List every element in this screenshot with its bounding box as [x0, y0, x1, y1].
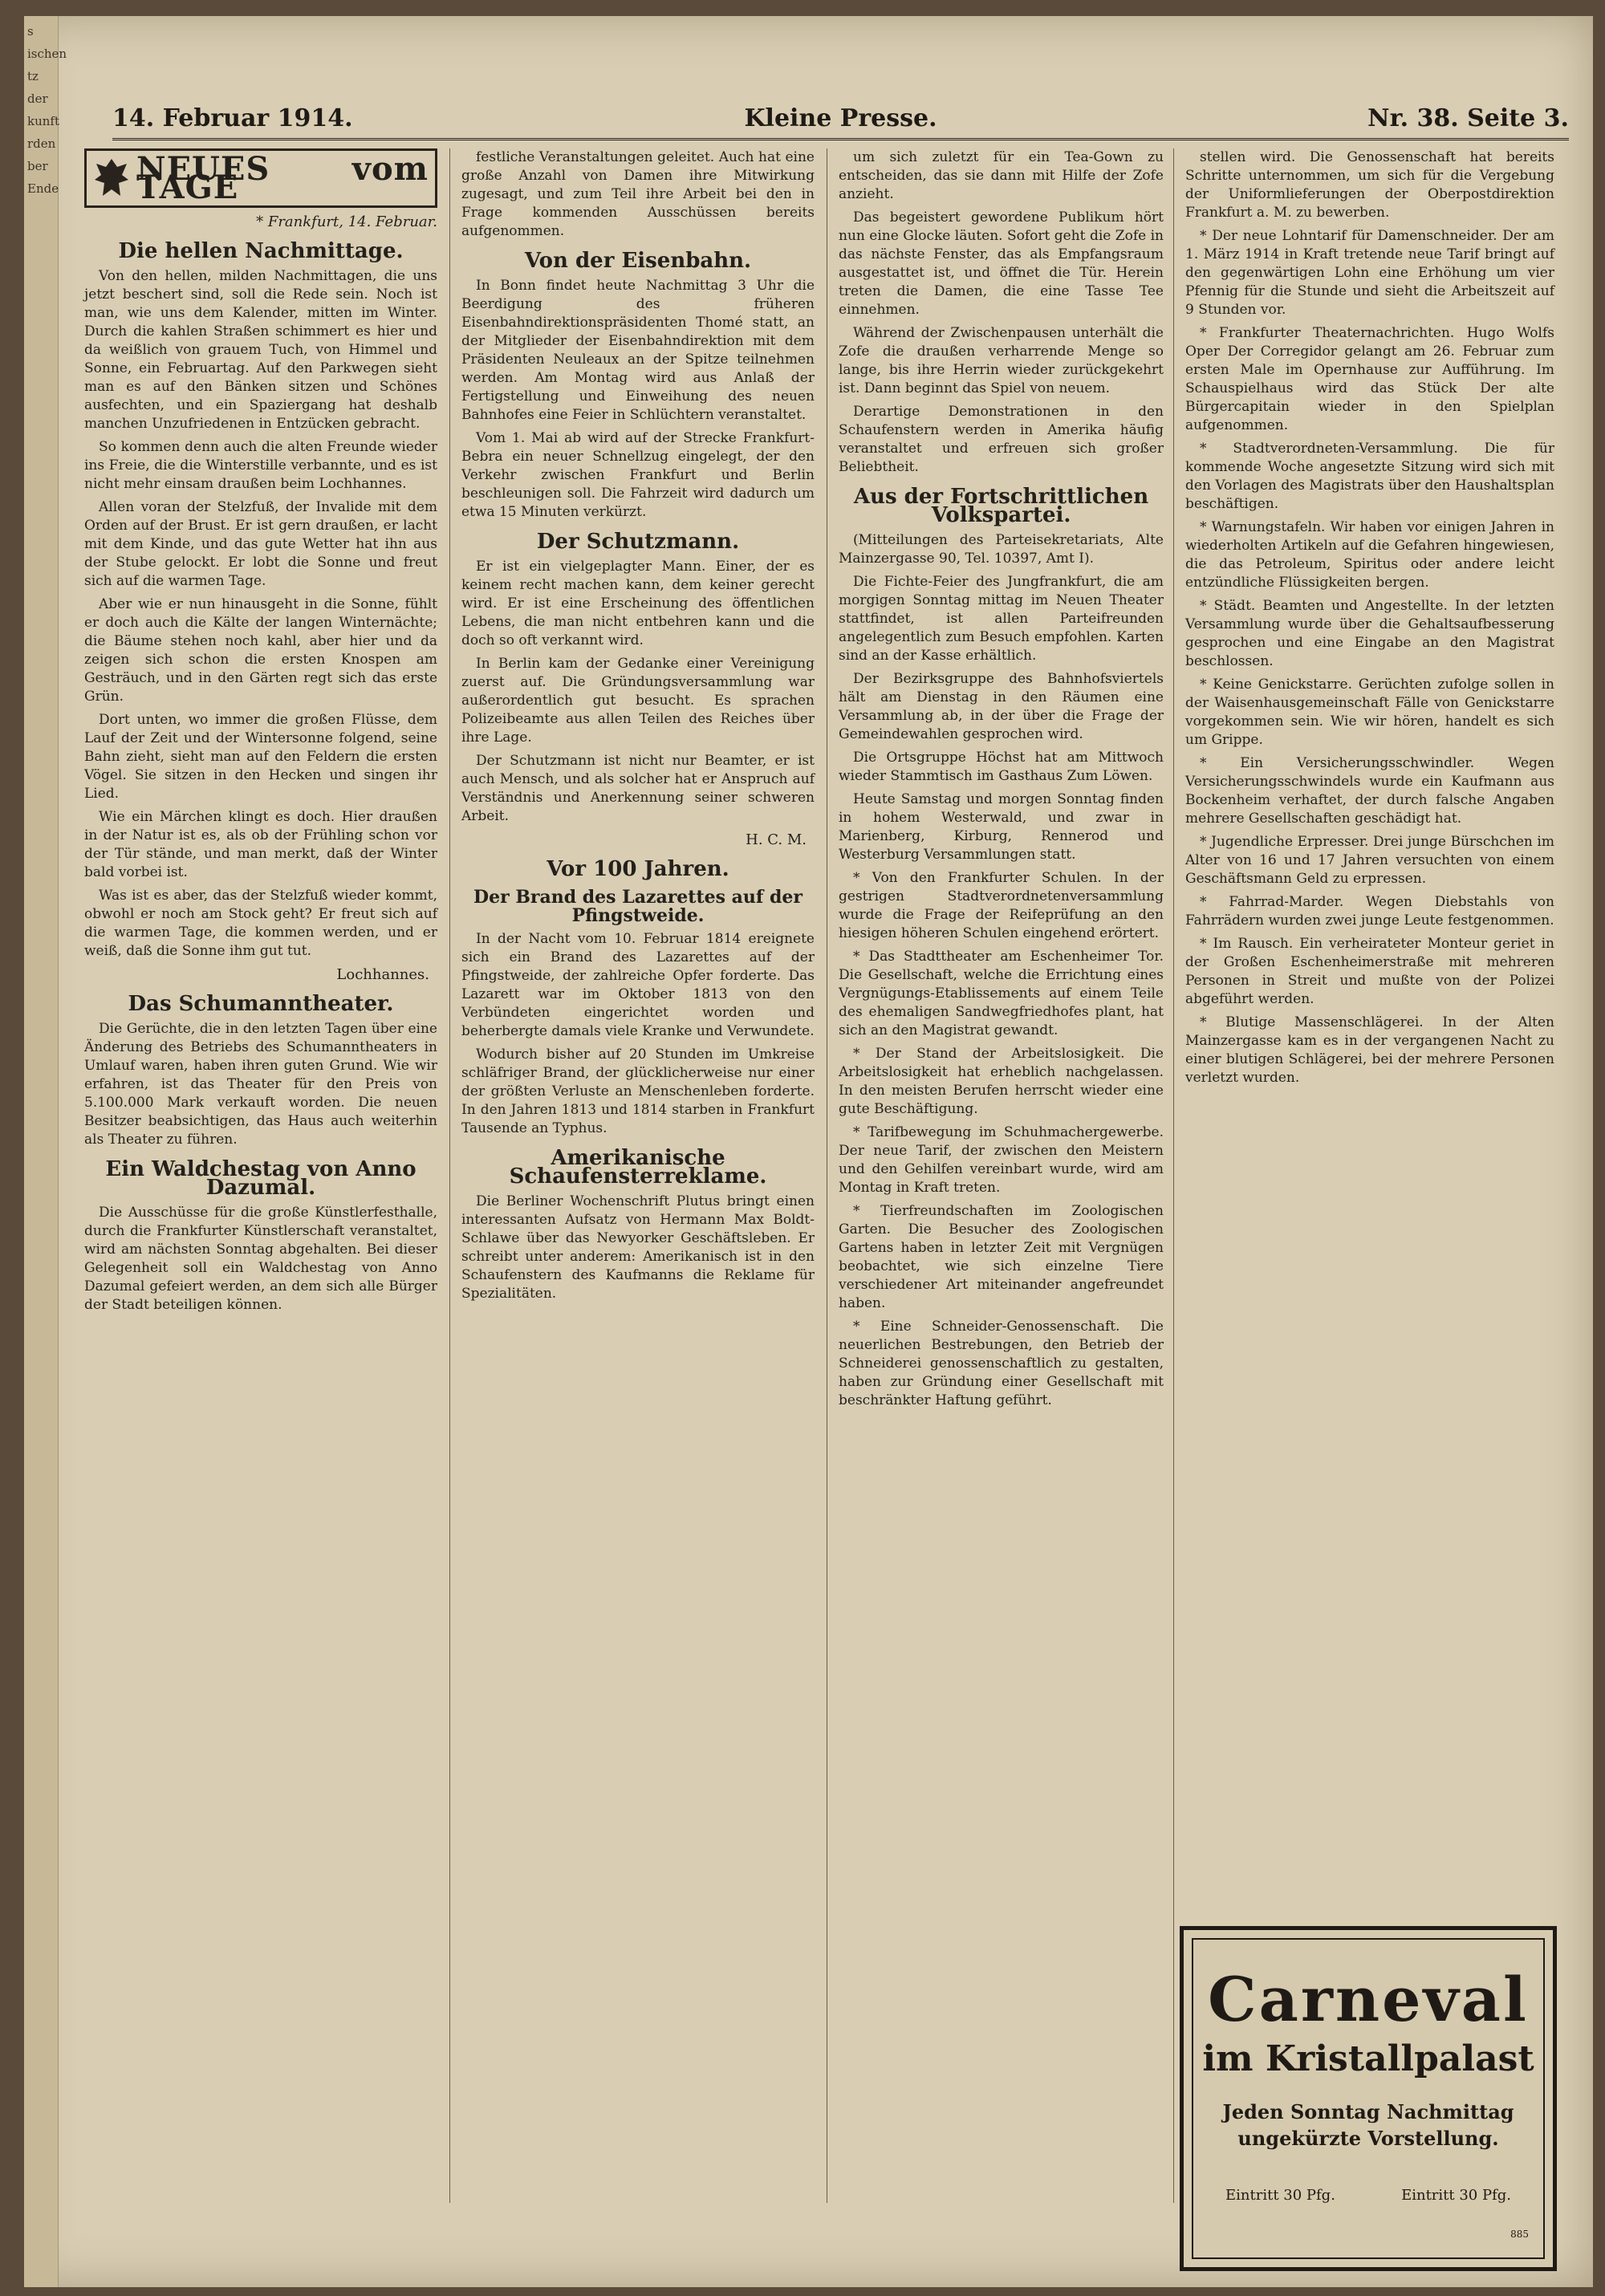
paragraph: * Tierfreundschaften im Zoologischen Garten. Die Besucher des Zoologischen Gartens haben in letzter Zeit mit Vergnügen beobachtet, wie sich einzelne Tiere verschiedener Art miteinander angefreundet haben.	[839, 1203, 1164, 1311]
gutter-word: kunft	[27, 114, 59, 128]
header-rule	[112, 138, 1569, 140]
column-2	[461, 148, 815, 2203]
gutter-word: ischen	[27, 47, 67, 61]
paragraph: Er ist ein vielgeplagter Mann. Einer, der es keinem recht machen kann, dem keiner gerecht wird. Er ist eine Erscheinung des öffentlichen Lebens, die man nicht entbehren kann und die doch so oft verkannt wird.	[461, 559, 815, 648]
article-heading: Aus der Fortschrittlichen Volkspartei.	[853, 485, 1149, 527]
paragraph: Heute Samstag und morgen Sonntag finden in hohem Westerwald, und zwar in Marienberg, Kirburg, Rennerod und Westerburg Versammlungen statt.	[839, 791, 1164, 863]
adjacent-page-edge	[24, 16, 67, 2287]
dateline: * Frankfurt, 14. Februar.	[256, 213, 437, 230]
paragraph: In der Nacht vom 10. Februar 1814 ereignete sich ein Brand des Lazarettes auf der Pfingstweide, der zahlreiche Opfer forderte. Das Lazarett war im Oktober 1813 von den Verbündeten eingerichtet worden und beherbergte damals viele Kranke und Verwundete.	[461, 931, 815, 1039]
eagle-crest-icon	[93, 156, 130, 201]
paragraph: Von den hellen, milden Nachmittagen, die uns jetzt beschert sind, soll die Rede sein. Noch ist man, wie uns dem Kalender, mitten im Winter. Durch die kahlen Straßen schimmert es hier und da weißlich von grauem Tuch, von Himmel und Sonne, ein Februartag. Auf den Parkwegen sieht man es auf den Bänken sitzen und Schönes ausfechten, und ein Spaziergang hat deshalb manchen Unzufriedenen in Entzücken gebracht.	[84, 268, 437, 432]
article-heading: Der Schutzmann.	[536, 530, 740, 554]
paragraph: Allen voran der Stelzfuß, der Invalide mit dem Orden auf der Brust. Er ist gern draußen, er lacht mit dem Kinde, und das gute Wetter hat ihn aus der Stube gelockt. Er lobt die Sonne und freut sich auf die warmen Tage.	[84, 499, 437, 589]
article-heading: Die hellen Nachmittage.	[118, 239, 404, 263]
paragraph: In Bonn findet heute Nachmittag 3 Uhr die Beerdigung des früheren Eisenbahndirektionspräsidenten Thomé statt, an der Mitglieder der Eisenbahndirektion mit dem Präsidenten Neuleaux an der Spitze teilnehmen werden. Am Montag wird aus Anlaß der Fertigstellung und Einweihung des neuen Bahnhofes eine Feier in Schlüchtern veranstaltet.	[461, 278, 815, 423]
ad-price-left: Eintritt 30 Pfg.	[1225, 2187, 1335, 2204]
column-4	[1185, 148, 1554, 1914]
article-heading: Das Schumanntheater.	[128, 992, 394, 1016]
paragraph: festliche Veranstaltungen geleitet. Auch hat eine große Anzahl von Damen ihre Mitwirkung zugesagt, und zum Teil ihre Arbeit bei den in Frage kommenden Ausschüssen bereits aufgenommen.	[461, 149, 815, 239]
paragraph: Dort unten, wo immer die großen Flüsse, dem Lauf der Zeit und der Wintersonne folgend, seine Bahn zieht, sieht man auf den Feldern die ersten Vögel. Sie sitzen in den Hecken und singen ihr Lied.	[84, 712, 437, 802]
running-header	[112, 104, 1569, 136]
paragraph: Die Ausschüsse für die große Künstlerfesthalle, durch die Frankfurter Künstlerschaft veranstaltet, wird am nächsten Sonntag abgehalten. Bei dieser Gelegenheit soll ein Waldchestag von Anno Dazumal gefeiert werden, an dem sich alle Bürger der Stadt beteiligen können.	[84, 1205, 437, 1313]
column-divider	[449, 148, 450, 2203]
carneval-advertisement	[1180, 1926, 1557, 2271]
ad-title: Carneval	[1208, 1964, 1529, 2035]
paragraph: So kommen denn auch die alten Freunde wieder ins Freie, die die Winterstille verbannte, und es ist nicht mehr einsam draußen beim Lochhannes.	[84, 439, 437, 492]
article-subheading: Der Brand des Lazarettes auf der Pfingstweide.	[473, 887, 802, 926]
paragraph: * Der neue Lohntarif für Damenschneider. Der am 1. März 1914 in Kraft tretende neue Tarif bringt auf den gegenwärtigen Lohn eine Erhöhung um vier Pfennig für die Stunde und sieht die Arbeitszeit auf 9 Stunden vor.	[1185, 228, 1554, 318]
paragraph: Derartige Demonstrationen in den Schaufenstern werden in Amerika häufig veranstaltet und erfreuen sich großer Beliebtheit.	[839, 404, 1164, 475]
ad-code: 885	[1510, 2229, 1529, 2240]
ad-schedule: Jeden Sonntag Nachmittag	[1222, 2100, 1514, 2123]
paragraph: Die Fichte-Feier des Jungfrankfurt, die am morgigen Sonntag mittag im Neuen Theater stattfindet, ist allen Parteifreunden angelegentlich zum Besuch empfohlen. Karten sind an der Kasse erhältlich.	[839, 574, 1164, 664]
column-3	[839, 148, 1164, 2203]
paragraph: Wodurch bisher auf 20 Stunden im Umkreise schläfriger Brand, der glücklicherweise nur einer der größten Verluste an Menschenleben forderte. In den Jahren 1813 und 1814 starben in Frankfurt Tausende an Typhus.	[461, 1046, 815, 1136]
paragraph: Die Gerüchte, die in den letzten Tagen über eine Änderung des Betriebs des Schumanntheaters in Umlauf waren, haben ihren guten Grund. Wie wir erfahren, ist das Theater für den Preis von 5.100.000 Mark verkauft worden. Die neuen Besitzer beabsichtigen, das Haus auch weiterhin als Theater zu führen.	[84, 1021, 437, 1148]
gutter-word: der	[27, 91, 48, 106]
paragraph: * Städt. Beamten und Angestellte. In der letzten Versammlung wurde über die Gehaltsaufbesserung gesprochen und eine Eingabe an den Magistrat beschlossen.	[1185, 598, 1554, 669]
paragraph: * Eine Schneider-Genossenschaft. Die neuerlichen Bestrebungen, den Betrieb der Schneiderei genossenschaftlich zu gestalten, haben zur Gründung einer Gesellschaft mit beschränkter Haftung geführt.	[839, 1319, 1164, 1408]
paragraph: * Stadtverordneten-Versammlung. Die für kommende Woche angesetzte Sitzung wird sich mit den Vorlagen des Magistrats über den Haushaltsplan beschäftigen.	[1185, 441, 1554, 512]
paragraph: * Keine Genickstarre. Gerüchten zufolge sollen in der Waisenhausgemeinschaft Fälle von Genickstarre vorgekommen sein. Wie wir hören, handelt es sich um Grippe.	[1185, 677, 1554, 748]
ad-subtitle: im Kristallpalast	[1202, 2038, 1534, 2079]
paragraph: (Mitteilungen des Parteisekretariats, Alte Mainzergasse 90, Tel. 10397, Amt I).	[839, 532, 1164, 567]
column-divider	[1173, 148, 1174, 2203]
section-title: NEUES vom TAGE	[136, 150, 429, 206]
paragraph: * Das Stadttheater am Eschenheimer Tor. Die Gesellschaft, welche die Errichtung eines Vergnügungs-Etablissements auf einem Teile des ehemaligen Sandwegfriedhofes plant, hat sich an den Magistrat gewandt.	[839, 949, 1164, 1038]
paragraph: * Tarifbewegung im Schuhmachergewerbe. Der neue Tarif, der zwischen den Meistern und den Gehilfen vereinbart wurde, wird am Montag in Kraft treten.	[839, 1124, 1164, 1196]
paragraph: * Ein Versicherungsschwindler. Wegen Versicherungsschwindels wurde ein Kaufmann aus Bockenheim verhaftet, der durch falsche Angaben mehrere Gesellschaften geschädigt hat.	[1185, 755, 1554, 827]
ad-price-right: Eintritt 30 Pfg.	[1401, 2187, 1511, 2204]
gutter-word: Ende	[27, 181, 59, 196]
gutter-word: rden	[27, 136, 56, 151]
paragraph: Wie ein Märchen klingt es doch. Hier draußen in der Natur ist es, als ob der Frühling schon vor der Tür stände, und man merkt, daß der Winter bald vorbei ist.	[84, 809, 437, 880]
article-heading: Ein Waldchestag von Anno Dazumal.	[105, 1157, 416, 1200]
paragraph: * Im Rausch. Ein verheirateter Monteur geriet in der Großen Eschenheimerstraße mit mehreren Personen in Streit und mußte von der Polizei abgeführt werden.	[1185, 936, 1554, 1007]
paper-name: Kleine Presse.	[744, 104, 937, 132]
newspaper-page	[24, 16, 1593, 2287]
gutter-word: ber	[27, 159, 48, 173]
gutter-word: tz	[27, 69, 39, 83]
paragraph: Während der Zwischenpausen unterhält die Zofe die draußen verharrende Menge so lange, bis ihre Herrin wieder zurückgekehrt ist. Dann beginnt das Spiel von neuem.	[839, 325, 1164, 396]
ad-frame	[1192, 1938, 1545, 2259]
issue-date: 14. Februar 1914.	[112, 104, 353, 132]
column-1	[84, 148, 437, 2203]
article-heading: Amerikanische Schaufensterreklame.	[509, 1146, 767, 1189]
ad-prices	[1201, 2187, 1535, 2204]
article-heading: Von der Eisenbahn.	[524, 249, 752, 273]
paragraph: Der Schutzmann ist nicht nur Beamter, er ist auch Mensch, und als solcher hat er Anspruch auf Verständnis und Anerkennung seiner schweren Arbeit.	[461, 753, 815, 824]
gutter-word: s	[27, 24, 34, 39]
paragraph: * Fahrrad-Marder. Wegen Diebstahls von Fahrrädern wurden zwei junge Leute festgenommen.	[1185, 894, 1554, 929]
paragraph: um sich zuletzt für ein Tea-Gown zu entscheiden, das sie dann mit Hilfe der Zofe anzieht.	[839, 149, 1164, 202]
paragraph: * Von den Frankfurter Schulen. In der gestrigen Stadtverordnetenversammlung wurde die Frage der Reifeprüfung an den hiesigen höheren Schulen eingehend erörtert.	[839, 870, 1164, 941]
paragraph: Aber wie er nun hinausgeht in die Sonne, fühlt er doch auch die Kälte der langen Winternächte; die Bäume stehen noch kahl, aber hier und da zeigen sich schon die ersten Knospen am Gesträuch, und in den Gärten regt sich das erste Grün.	[84, 596, 437, 705]
article-heading: Vor 100 Jahren.	[547, 857, 729, 881]
ad-performance: ungekürzte Vorstellung.	[1237, 2127, 1499, 2150]
author-signature: Lochhannes.	[336, 966, 429, 983]
section-masthead	[84, 148, 437, 208]
paragraph: * Der Stand der Arbeitslosigkeit. Die Arbeitslosigkeit hat erheblich nachgelassen. In den meisten Berufen herrscht wieder eine gute Beschäftigung.	[839, 1046, 1164, 1117]
paragraph: * Frankfurter Theaternachrichten. Hugo Wolfs Oper Der Corregidor gelangt am 26. Februar zum ersten Male im Opernhause zur Aufführung. Im Schauspielhaus wird das Stück Der alte Bürgercapitain wieder in den Spielplan aufgenommen.	[1185, 325, 1554, 433]
author-signature: H. C. M.	[746, 831, 807, 848]
paragraph: Vom 1. Mai ab wird auf der Strecke Frankfurt-Bebra ein neuer Schnellzug eingelegt, der den Verkehr zwischen Frankfurt und Berlin beschleunigen soll. Die Fahrzeit wird dadurch um etwa 15 Minuten verkürzt.	[461, 430, 815, 520]
paragraph: * Jugendliche Erpresser. Drei junge Bürschchen im Alter von 16 und 17 Jahren versuchten von einem Geschäftsmann Geld zu erpressen.	[1185, 834, 1554, 887]
paragraph: Die Ortsgruppe Höchst hat am Mittwoch wieder Stammtisch im Gasthaus Zum Löwen.	[839, 750, 1164, 784]
paragraph: * Warnungstafeln. Wir haben vor einigen Jahren in wiederholten Artikeln auf die Gefahren hingewiesen, die das Petroleum, Spiritus oder andere leicht entzündliche Flüssigkeiten bergen.	[1185, 519, 1554, 591]
paragraph: Die Berliner Wochenschrift Plutus bringt einen interessanten Aufsatz von Hermann Max Boldt-Schlawe über das Newyorker Geschäftsleben. Er schreibt unter anderem: Amerikanisch ist in den Schaufenstern des Kaufmanns die Reklame für Spezialitäten.	[461, 1193, 815, 1302]
paragraph: Das begeistert gewordene Publikum hört nun eine Glocke läuten. Sofort geht die Zofe in das nächste Fenster, das als Empfangsraum ausgestattet ist, und öffnet die Tür. Herein treten die Damen, die eine Tasse Tee einnehmen.	[839, 209, 1164, 318]
paragraph: In Berlin kam der Gedanke einer Vereinigung zuerst auf. Die Gründungsversammlung war außerordentlich gut besucht. Es sprachen Polizeibeamte aus allen Teilen des Reiches über ihre Lage.	[461, 656, 815, 746]
paragraph: Der Bezirksgruppe des Bahnhofsviertels hält am Dienstag in den Räumen eine Versammlung ab, in der über die Frage der Gemeindewahlen gesprochen wird.	[839, 671, 1164, 742]
issue-number: Nr. 38. Seite 3.	[1367, 104, 1569, 132]
paragraph: Was ist es aber, das der Stelzfuß wieder kommt, obwohl er noch am Stock geht? Er freut sich auf die warmen Tage, die kommen werden, und er weiß, daß die Sonne ihm gut tut.	[84, 888, 437, 959]
paragraph: stellen wird. Die Genossenschaft hat bereits Schritte unternommen, um sich für die Vergebung der Uniformlieferungen der Oberpostdirektion Frankfurt a. M. zu bewerben.	[1185, 149, 1554, 221]
paragraph: * Blutige Massenschlägerei. In der Alten Mainzergasse kam es in der vergangenen Nacht zu einer blutigen Schlägerei, bei der mehrere Personen verletzt wurden.	[1185, 1014, 1554, 1086]
